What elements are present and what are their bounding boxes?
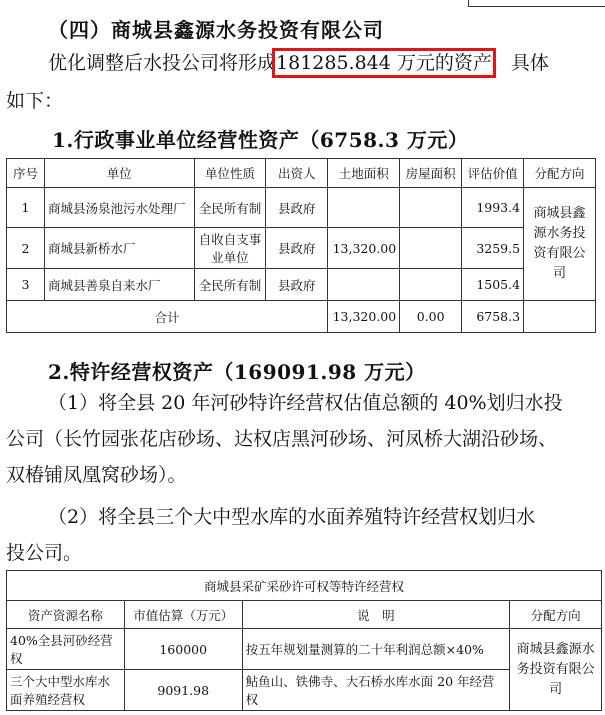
subsection-2-title: 2.特许经营权资产（169091.98 万元） bbox=[48, 360, 426, 384]
unit-name: 商城县善泉自来水厂 bbox=[44, 269, 194, 301]
header-cell: 土地面积 bbox=[328, 159, 400, 188]
header-cell: 单位 bbox=[44, 159, 194, 188]
assessed-value: 3259.5 bbox=[462, 228, 524, 269]
unit-name: 商城县新桥水厂 bbox=[44, 228, 194, 269]
total-land-area: 13,320.00 bbox=[328, 301, 400, 333]
para1-line-1: （1）将全县 20 年河砂特许经营权估值总额的 40%划归水投 bbox=[48, 392, 563, 414]
intro-after: ，具体 bbox=[491, 52, 549, 74]
section-title: （四）商城县鑫源水务投资有限公司 bbox=[48, 18, 384, 42]
header-cell: 资产资源名称 bbox=[7, 601, 125, 629]
unit-name: 商城县汤泉池污水处理厂 bbox=[44, 188, 194, 228]
assessed-value: 1505.4 bbox=[462, 269, 524, 301]
land-area bbox=[328, 188, 400, 228]
intro-line-2: 如下： bbox=[6, 90, 64, 112]
para1-line-2: 公司（长竹园张花店砂场、达权店黑河砂场、河凤桥大湖沿砂场、 bbox=[6, 428, 558, 450]
header-cell: 出资人 bbox=[266, 159, 328, 188]
investor: 县政府 bbox=[266, 228, 328, 269]
unit-nature: 全民所有制 bbox=[194, 188, 266, 228]
unit-nature: 自收自支事业单位 bbox=[194, 228, 266, 269]
land-area bbox=[328, 269, 400, 301]
asset-note: 鲇鱼山、铁佛寺、大石桥水库水面 20 年经营权 bbox=[242, 670, 509, 711]
table-header-row bbox=[7, 159, 596, 188]
investor: 县政府 bbox=[266, 188, 328, 228]
highlighted-asset-total: 181285.844 万元的资产 bbox=[276, 52, 492, 74]
total-value: 6758.3 bbox=[462, 301, 524, 333]
unit-nature: 全民所有制 bbox=[194, 269, 266, 301]
empty-cell bbox=[524, 301, 596, 333]
header-cell: 单位性质 bbox=[194, 159, 266, 188]
distribution-direction: 商城县鑫源水务投资有限公司 bbox=[524, 188, 596, 301]
total-label: 合计 bbox=[7, 301, 328, 333]
house-area bbox=[400, 269, 462, 301]
subsection-1-title: 1.行政事业单位经营性资产（6758.3 万元） bbox=[52, 128, 469, 152]
header-cell: 分配方向 bbox=[510, 601, 602, 629]
row-number: 1 bbox=[7, 188, 45, 228]
table-header-row bbox=[7, 601, 602, 629]
distribution-direction: 商城县鑫源水务投资有限公司 bbox=[510, 629, 602, 711]
header-cell: 市值估算（万元） bbox=[124, 601, 242, 629]
para2-line-1: （2）将全县三个大中型水库的水面养殖特许经营权划归水 bbox=[48, 506, 536, 528]
land-area: 13,320.00 bbox=[328, 228, 400, 269]
table-total-row bbox=[7, 301, 596, 333]
franchise-rights-table bbox=[6, 570, 602, 711]
row-number: 2 bbox=[7, 228, 45, 269]
intro-before: 优化调整后水投公司将形成 bbox=[48, 52, 277, 74]
asset-note: 按五年规划量测算的二十年利润总额×40% bbox=[242, 629, 509, 670]
market-value: 160000 bbox=[124, 629, 242, 670]
table-row bbox=[7, 188, 596, 228]
asset-name: 三个大中型水库水面养殖经营权 bbox=[7, 670, 125, 711]
table-row bbox=[7, 269, 596, 301]
previous-table-corner bbox=[468, 0, 605, 7]
asset-name: 40%全县河砂经营权 bbox=[7, 629, 125, 670]
house-area bbox=[400, 228, 462, 269]
para1-line-3: 双椿铺凤凰窝砂场）。 bbox=[6, 464, 187, 486]
investor: 县政府 bbox=[266, 269, 328, 301]
header-cell: 说 明 bbox=[242, 601, 509, 629]
header-cell: 房屋面积 bbox=[400, 159, 462, 188]
table-row bbox=[7, 629, 602, 670]
market-value: 9091.98 bbox=[124, 670, 242, 711]
table-row bbox=[7, 228, 596, 269]
operating-assets-table bbox=[6, 158, 596, 333]
header-cell: 评估价值 bbox=[462, 159, 524, 188]
header-cell: 分配方向 bbox=[524, 159, 596, 188]
para2-line-2: 投公司。 bbox=[6, 542, 83, 564]
assessed-value: 1993.4 bbox=[462, 188, 524, 228]
table-title-row bbox=[7, 571, 602, 601]
table-title: 商城县采矿采砂许可权等特许经营权 bbox=[7, 571, 602, 601]
intro-line-1 bbox=[48, 46, 549, 80]
house-area bbox=[400, 188, 462, 228]
total-house-area: 0.00 bbox=[400, 301, 462, 333]
header-cell: 序号 bbox=[7, 159, 45, 188]
row-number: 3 bbox=[7, 269, 45, 301]
